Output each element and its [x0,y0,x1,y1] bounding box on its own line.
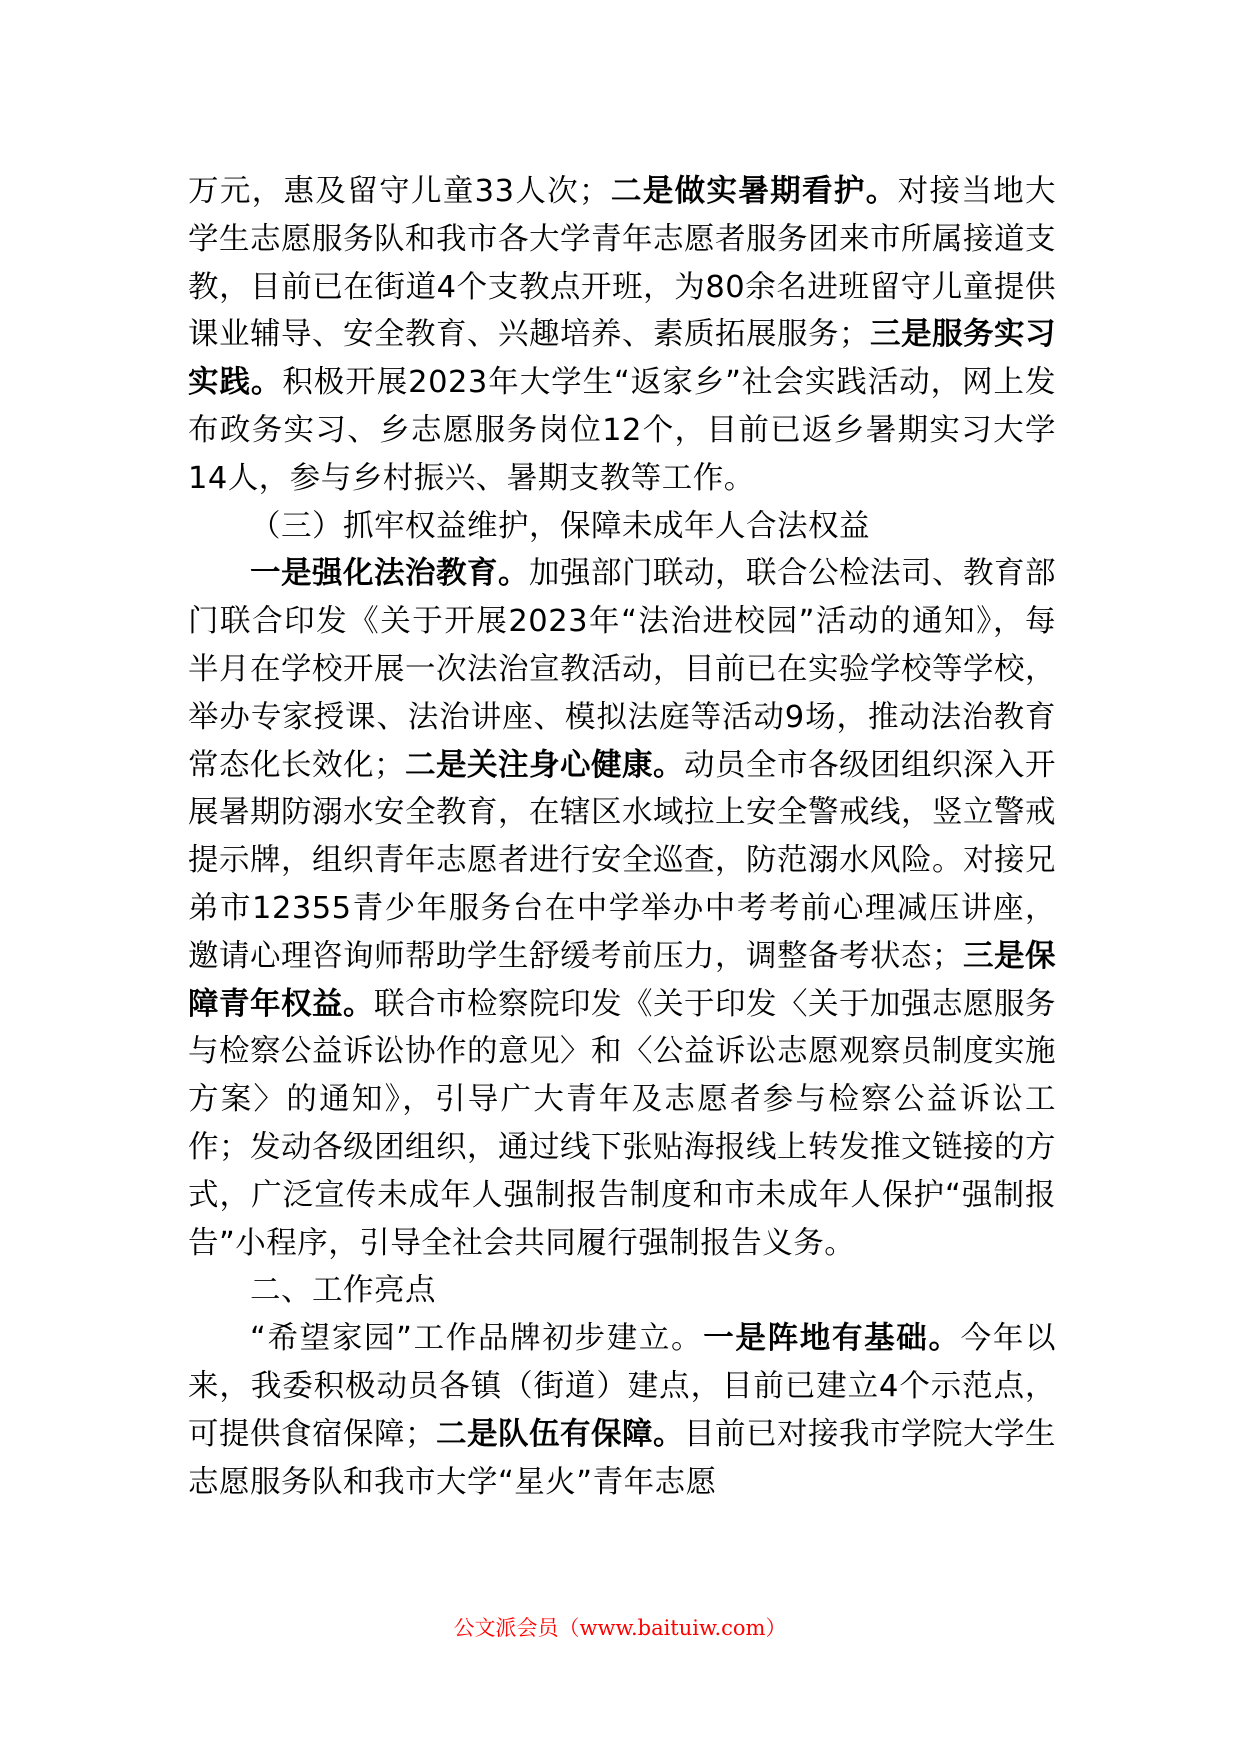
text-run: 二、工作亮点 [250,1273,436,1309]
bold-heading-run: 二是队伍有保障。 [436,1416,684,1452]
bold-heading-run: 二是关注身心健康。 [405,747,684,783]
paragraph [188,168,1056,503]
paragraph [188,1315,1056,1506]
text-run: 目前已对接我市学院大学生志愿服务队和我市大学“星火”青年志愿 [188,1416,1056,1500]
bold-heading-run: 一是强化法治教育。 [250,556,529,592]
paragraph [188,1267,1056,1315]
document-body [188,168,1056,1506]
text-run: （三）抓牢权益维护，保障未成年人合法权益 [250,508,870,544]
text-run: “希望家园”工作品牌初步建立。 [250,1321,704,1357]
text-run: 联合市检察院印发《关于印发〈关于加强志愿服务与检察公益诉讼协作的意见〉和〈公益诉讼志愿观察员制度实施方案〉的通知》，引导广大青年及志愿者参与检察公益诉讼工作；发动各级团组织，通过线下张贴海报线上转发推文链接的方式，广泛宣传未成年人强制报告制度和市未成年人保护“强制报告”小程序，引导全社会共同履行强制报告义务。 [188,986,1056,1261]
bold-heading-run: 三是服务实习实践。 [188,317,1056,401]
text-run: 今年以来，我委积极动员各镇（街道）建点，目前已建立4个示范点，可提供食宿保障； [188,1321,1057,1452]
bold-heading-run: 一是阵地有基础。 [703,1321,961,1357]
footer-watermark: 公文派会员（www.baituiw.com） [453,1616,787,1640]
text-run: 万元，惠及留守儿童33人次； [188,174,611,209]
paragraph [188,503,1056,551]
text-run: 积极开展2023年大学生“返家乡”社会实践活动，网上发布政务实习、乡志愿服务岗位12个，目前已返乡暑期实习大学14人，参与乡村振兴、暑期支教等工作。 [188,365,1056,496]
text-run: 对接当地大学生志愿服务队和我市各大学青年志愿者服务团来市所属接道支教，目前已在街道4个支教点开班，为80余名进班留守儿童提供课业辅导、安全教育、兴趣培养、素质拓展服务； [188,174,1057,353]
bold-heading-run: 三是保障青年权益。 [188,938,1056,1022]
text-run: 加强部门联动，联合公检法司、教育部门联合印发《关于开展2023年“法治进校园”活动的通知》，每半月在学校开展一次法治宣教活动，目前已在实验学校等学校，举办专家授课、法治讲座、模拟法庭等活动9场，推动法治教育常态化长效化； [188,556,1056,783]
bold-heading-run: 二是做实暑期看护。 [610,174,898,209]
text-run: 动员全市各级团组织深入开展暑期防溺水安全教育，在辖区水域拉上安全警戒线，竖立警戒提示牌，组织青年志愿者进行安全巡查，防范溺水风险。对接兄弟市12355青少年服务台在中学举办中考考前心理减压讲座，邀请心理咨询师帮助学生舒缓考前压力，调整备考状态； [188,747,1056,974]
paragraph [188,550,1056,1267]
